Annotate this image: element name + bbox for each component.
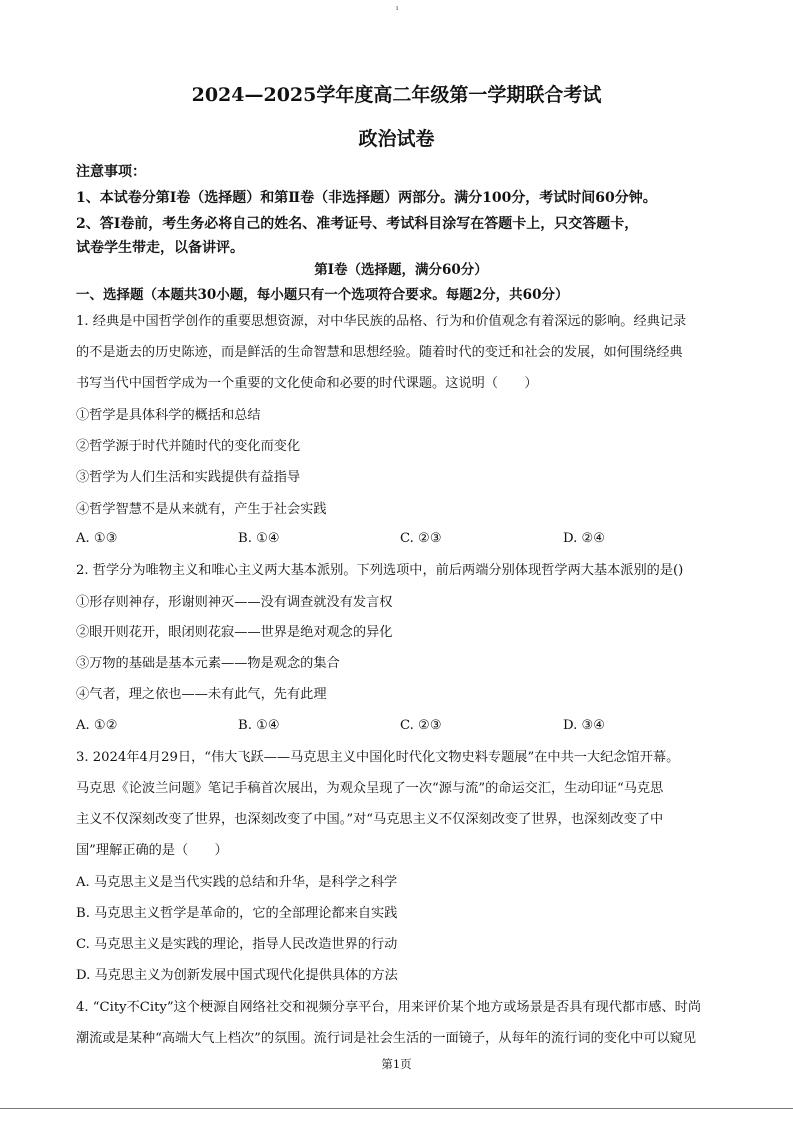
answer-choice: A. 马克思主义是当代实践的总结和升华，是科学之科学 (76, 875, 398, 890)
option-a: A. ①③ (76, 531, 118, 546)
statement: ④气者，理之依也——未有此气，先有此理 (76, 687, 327, 702)
answer-options (76, 718, 726, 740)
option-c: C. ②③ (400, 531, 442, 546)
statement: ②哲学源于时代并随时代的变化而变化 (76, 439, 301, 454)
option-b: B. ①④ (238, 718, 280, 733)
question-text: 书写当代中国哲学成为一个重要的文化使命和必要的时代课题。这说明（ ） (76, 376, 538, 391)
answer-options (76, 531, 726, 553)
option-d: D. ③④ (563, 718, 606, 733)
question-text: 4. “City不City”这个梗源自网络社交和视频分享平台，用来评价某个地方或场景是否具有现代都市感、时尚 (76, 1000, 702, 1015)
question-text: 的不是逝去的历史陈迹，而是鲜活的生命智慧和思想经验。随着时代的变迁和社会的发展，如何围绕经典 (76, 345, 683, 360)
notice-item: 试卷学生带走，以备讲评。 (76, 240, 244, 256)
answer-choice: D. 马克思主义为创新发展中国式现代化提供具体的方法 (76, 968, 398, 983)
question-text: 3. 2024年4月29日，“伟大飞跃——马克思主义中国化时代化文物史料专题展”在中共一大纪念馆开幕。 (76, 750, 680, 765)
answer-choice: C. 马克思主义是实践的理论，指导人民改造世界的行动 (76, 937, 398, 952)
statement: ②眼开则花开，眼闭则花寂——世界是绝对观念的异化 (76, 625, 393, 640)
section-title: 第Ⅰ卷（选择题，满分60分） (314, 262, 488, 278)
question-text: 主义不仅深刻改变了世界，也深刻改变了中国。”对“马克思主义不仅深刻改变了世界，也深刻改变了中 (76, 812, 664, 827)
question-text: 国”理解正确的是（ ） (76, 843, 228, 858)
page-number: 第1页 (381, 1057, 412, 1071)
part-heading: 一、选择题（本题共30小题，每小题只有一个选项符合要求。每题2分，共60分） (76, 287, 569, 303)
question-text: 潮流或是某种“高端大气上档次”的氛围。流行词是社会生活的一面镜子，从每年的流行词的变化中可以窥见 (76, 1031, 697, 1046)
exam-subtitle: 政治试卷 (358, 128, 435, 150)
question-text: 1. 经典是中国哲学创作的重要思想资源，对中华民族的品格、行为和价值观念有着深远的影响。经典记录 (76, 314, 687, 329)
exam-title: 2024—2025学年度高二年级第一学期联合考试 (191, 84, 602, 106)
statement: ③哲学为人们生活和实践提供有益指导 (76, 470, 301, 485)
statement: ①哲学是具体科学的概括和总结 (76, 408, 261, 423)
question-text: 马克思《论波兰问题》笔记手稿首次展出，为观众呈现了一次“源与流”的命运交汇，生动印证“马克思 (76, 781, 664, 796)
statement: ④哲学智慧不是从来就有，产生于社会实践 (76, 502, 327, 517)
header-mark: ı (396, 4, 399, 12)
question-text: 2. 哲学分为唯物主义和唯心主义两大基本派别。下列选项中，前后两端分别体现哲学两大基本派别的是() (76, 563, 684, 578)
notice-heading: 注意事项： (76, 164, 146, 180)
option-a: A. ①② (76, 718, 118, 733)
page-bottom-rule (0, 1108, 793, 1109)
notice-item: 1、本试卷分第Ⅰ卷（选择题）和第Ⅱ卷（非选择题）两部分。满分100分，考试时间60分钟。 (76, 190, 657, 206)
answer-choice: B. 马克思主义哲学是革命的，它的全部理论都来自实践 (76, 906, 398, 921)
statement: ①形存则神存，形谢则神灭——没有调查就没有发言权 (76, 595, 393, 610)
notice-item: 2、答Ⅰ卷前，考生务必将自己的姓名、准考证号、考试科目涂写在答题卡上，只交答题卡， (76, 216, 639, 232)
option-b: B. ①④ (238, 531, 280, 546)
option-c: C. ②③ (400, 718, 442, 733)
option-d: D. ②④ (563, 531, 606, 546)
statement: ③万物的基础是基本元素——物是观念的集合 (76, 656, 340, 671)
